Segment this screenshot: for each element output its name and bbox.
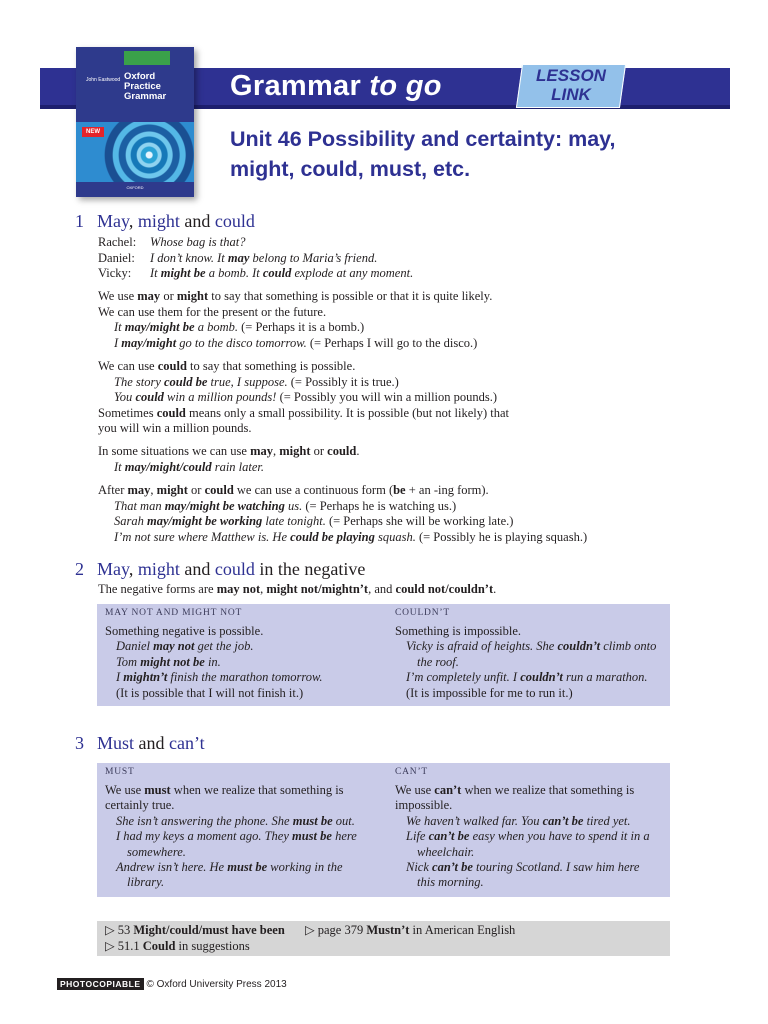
table-cell-line: Something negative is possible. — [105, 624, 264, 638]
section-1-heading: 1 May, might and could — [75, 211, 255, 231]
table-cell-line: Life can’t be easy when you have to spend it in a — [406, 829, 650, 844]
reference-link[interactable]: ▷ 53 Might/could/must have been — [105, 923, 285, 937]
table-cell-line: We use can’t when we realize that something is — [395, 783, 635, 797]
example-line: Sarah may/might be working late tonight. (= Perhaps she will be working late.) — [114, 514, 514, 528]
table-cell-line: I’m completely unfit. I couldn’t run a marathon. — [406, 670, 648, 685]
table-cell-line: I had my keys a moment ago. They must be here — [116, 829, 357, 844]
table-cell-line: Nick can’t be touring Scotland. I saw him here — [406, 860, 640, 874]
arrow-icon: ▷ — [105, 923, 115, 937]
example-line: I may/might go to the disco tomorrow. (= Perhaps I will go to the disco.) — [114, 336, 478, 350]
example-line: You could win a million pounds! (= Possibly you will win a million pounds.) — [114, 390, 498, 404]
paragraph-line: We use may or might to say that something is possible or that it is quite likely. — [98, 289, 493, 303]
table-cell-line: library. — [127, 875, 165, 890]
negative-forms-table — [97, 604, 670, 706]
table-cell-line: Tom might not be in. — [116, 654, 221, 669]
table-cell-line: She isn’t answering the phone. She must be out. — [116, 813, 355, 828]
footer — [57, 978, 287, 990]
book-title: Oxford Practice Grammar — [124, 71, 167, 102]
rich-heading: May, might and could in the negative — [97, 559, 366, 579]
dialogue-line: Rachel: Whose bag is that? — [98, 235, 246, 249]
lesson-link-label[interactable]: LESSON LINK — [536, 66, 606, 104]
book-cover — [76, 47, 194, 197]
table-cell-line: (It is impossible for me to run it.) — [406, 685, 573, 700]
example-line: That man may/might be watching us. (= Perhaps he is watching us.) — [114, 499, 457, 513]
unit-title: Unit 46 Possibility and certainty: may, might, could, must, etc. — [230, 127, 616, 181]
table-cell-line: wheelchair. — [417, 844, 475, 859]
table-cell-line: I mightn’t finish the marathon tomorrow. — [116, 670, 323, 685]
rich-heading: Must and can’t — [97, 733, 205, 753]
paragraph-line: We can use could to say that something is possible. — [98, 359, 356, 373]
section-2-heading: 2 May, might and could in the negative — [75, 559, 366, 579]
table-cell-line: Something is impossible. — [395, 624, 522, 638]
table-cell-line: this morning. — [417, 875, 484, 890]
photocopiable-badge: PHOTOCOPIABLE — [57, 978, 144, 990]
cross-references — [97, 921, 670, 956]
table-column-header: MUST — [105, 767, 135, 777]
paragraph-line: We can use them for the present or the future. — [98, 305, 327, 319]
table-cell-line: Vicky is afraid of heights. She couldn’t climb onto — [406, 639, 657, 654]
example-line: I’m not sure where Matthew is. He could be playing squash. (= Possibly he is playing squash.) — [114, 530, 588, 544]
table-cell-line: We use must when we realize that something is — [105, 783, 344, 797]
example-line: It may/might be a bomb. (= Perhaps it is a bomb.) — [114, 320, 365, 334]
table-column-header: CAN’T — [395, 767, 429, 777]
paragraph-line: After may, might or could we can use a continuous form (be + an -ing form). — [98, 483, 489, 497]
section-2-intro: The negative forms are may not, might not/mightn’t, and could not/couldn’t. — [98, 582, 497, 596]
copyright: © Oxford University Press 2013 — [146, 979, 287, 990]
table-cell-line: Andrew isn’t here. He must be working in the — [116, 860, 343, 874]
example-line: It may/might/could rain later. — [114, 460, 265, 474]
table-cell-line: Daniel may not get the job. — [116, 639, 254, 654]
paragraph-line: you will win a million pounds. — [98, 421, 252, 435]
dialogue-line: Daniel: I don’t know. It may belong to Maria’s friend. — [98, 251, 378, 265]
reference-link[interactable]: ▷ page 379 Mustn’t in American English — [305, 923, 516, 937]
book-new-badge: NEW — [82, 127, 104, 137]
table-cell-line: We haven’t walked far. You can’t be tired yet. — [406, 813, 631, 828]
section-3-heading: 3 Must and can’t — [75, 733, 205, 753]
table-cell-line: somewhere. — [127, 844, 186, 859]
reference-link[interactable]: ▷ 51.1 Could in suggestions — [105, 939, 250, 953]
brand-title: Grammar to go — [230, 70, 442, 102]
book-author: John Eastwood — [86, 77, 121, 83]
book-publisher: OXFORD — [126, 185, 144, 190]
arrow-icon: ▷ — [105, 939, 115, 953]
table-column-header: MAY NOT AND MIGHT NOT — [105, 608, 243, 618]
rich: It might be a bomb. It could explode at any moment. — [150, 266, 414, 280]
table-cell-line: (It is possible that I will not finish it.) — [116, 685, 304, 700]
paragraph-line: Sometimes could means only a small possibility. It is possible (but not likely) that — [98, 406, 509, 420]
must-cant-table — [97, 763, 670, 897]
table-cell-line: the roof. — [417, 654, 459, 669]
arrow-icon: ▷ — [305, 923, 315, 937]
example-line: The story could be true, I suppose. (= Possibly it is true.) — [114, 375, 399, 389]
table-column-header: COULDN’T — [395, 608, 450, 618]
dialogue-line: Vicky: It might be a bomb. It could explode at any moment. — [98, 266, 414, 280]
table-cell-line: certainly true. — [105, 798, 175, 813]
book-cover-tag — [124, 51, 170, 65]
rich: I don’t know. It may belong to Maria’s friend. — [150, 251, 378, 265]
table-cell-line: impossible. — [395, 798, 453, 813]
paragraph-line: In some situations we can use may, might or could. — [98, 444, 360, 458]
